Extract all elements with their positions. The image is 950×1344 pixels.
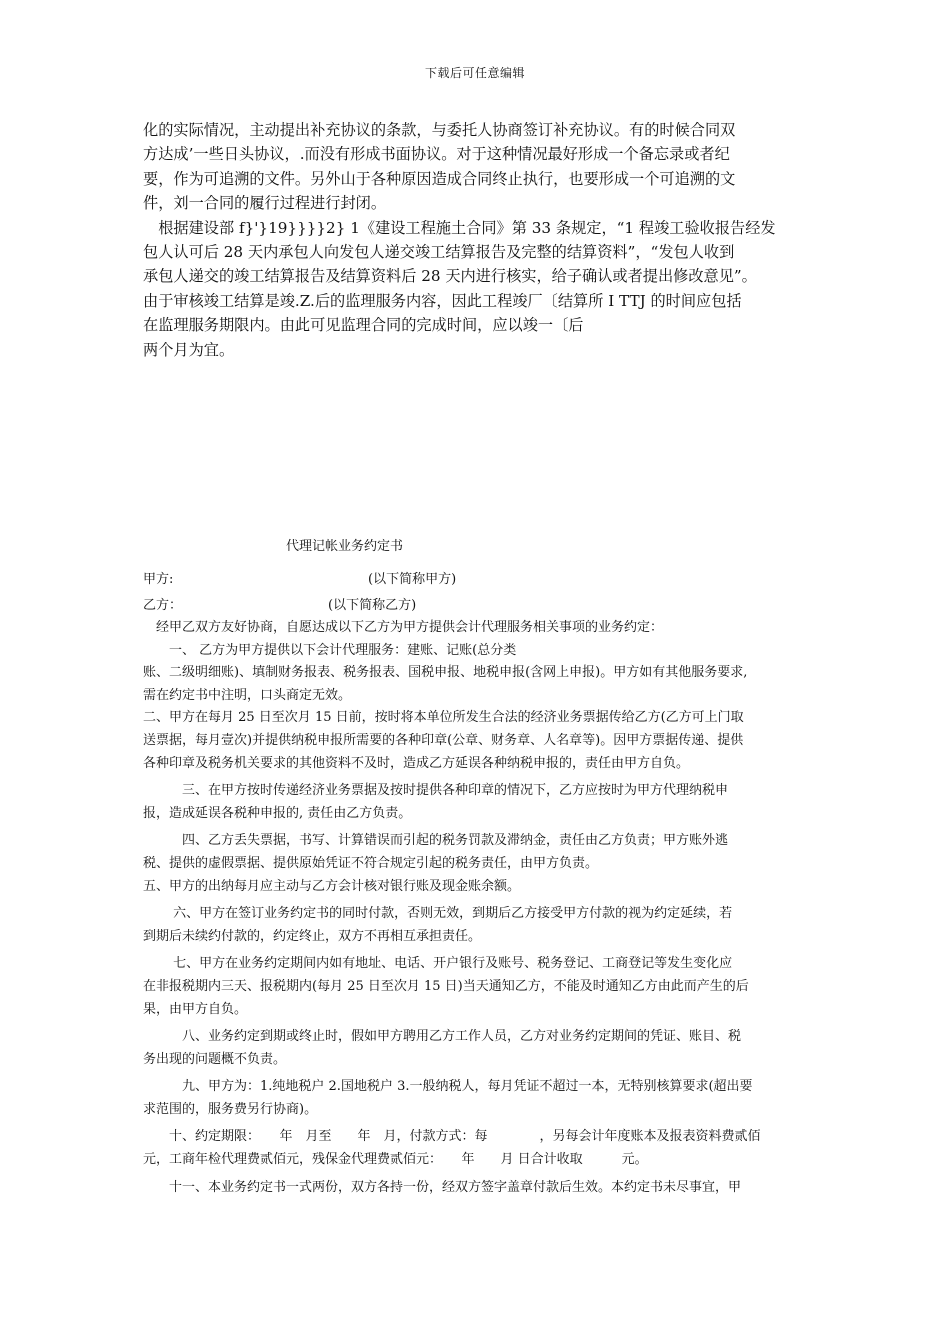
page-header: 下载后可任意编辑	[424, 66, 525, 80]
contract-text-line: 务出现的问题概不负责。	[143, 1051, 287, 1067]
contract-text-line: 一、 乙方为甲方提供以下会计代理服务：建账、记账(总分类	[143, 642, 517, 658]
contract-text-line: 果，由甲方自负。	[143, 1001, 248, 1017]
contract-text-line: 账、二级明细账)、填制财务报表、税务报表、国税申报、地税申报(含网上申报)。甲方如有其他服务要求,	[143, 665, 748, 681]
party-a-note: (以下简称甲方)	[368, 572, 457, 587]
upper-text-block	[143, 118, 811, 362]
contract-text-line: 送票据，每月壹次)并提供纳税申报所需要的各种印章(公章、财务章、人名章等)。因甲方票据传递、提供	[143, 732, 744, 748]
contract-text-line: 经甲乙双方友好协商，自愿达成以下乙方为甲方提供会计代理服务相关事项的业务约定：	[143, 620, 664, 635]
contract-text-line: 求范围的，服务费另行协商)。	[143, 1101, 318, 1117]
contract-title: 代理记帐业务约定书	[286, 539, 404, 554]
contract-text-line: 二、甲方在每月 25 日至次月 15 日前，按时将本单位所发生合法的经济业务票据传给乙方(乙方可上门取	[143, 710, 744, 726]
contract-text-line: 元，工商年检代理费贰佰元，残保金代理费贰佰元： 年 月 日合计收取 元。	[143, 1152, 648, 1168]
contract-body	[143, 617, 815, 1199]
contract-text-line: 八、业务约定到期或终止时，假如甲方聘用乙方工作人员，乙方对业务约定期间的凭证、账目、税	[143, 1029, 742, 1045]
upper-text-line: 根据建设部 f}'}19}}}}2} 1《建设工程施土合同》第 33 条规定，“1 程竣工验收报告经发	[143, 218, 776, 237]
contract-text-line: 十一、本业务约定书一式两份，双方各持一份，经双方签字盖章付款后生效。本约定书未尽事宜，甲	[143, 1179, 742, 1195]
party-b-note: (以下简称乙方)	[328, 598, 417, 613]
contract-text-line: 到期后未续约付款的，约定终止，双方不再相互承担责任。	[143, 928, 482, 944]
contract-text-line: 三、在甲方按时传递经济业务票据及按时提供各种印章的情况下，乙方应按时为甲方代理纳税申	[143, 783, 729, 799]
upper-text-line: 承包人递交的竣工结算报告及结算资料后 28 天内进行核实，给子确认或者提出修改意见”。	[143, 267, 757, 286]
upper-text-line: 方达成’一些日头协议，.而没有形成书面协议。对于这种情况最好形成一个备忘录或者纪	[143, 145, 730, 164]
upper-text-line: 两个月为宜。	[143, 340, 235, 359]
upper-text-line: 件，刘一合同的履行过程进行封闭。	[143, 194, 386, 213]
contract-text-line: 各种印章及税务机关要求的其他资料不及时，造成乙方延误各种纳税申报的，责任由甲方自负。	[143, 755, 690, 771]
contract-text-line: 税、提供的虚假票据、提供原始凭证不符合规定引起的税务责任，由甲方负责。	[143, 855, 599, 871]
contract-text-line: 九、甲方为：1.纯地税户 2.国地税户 3.一般纳税人，每月凭证不超过一本，无特别核算要求(超出要	[143, 1079, 753, 1095]
contract-text-line: 需在约定书中注明，口头商定无效。	[143, 687, 352, 703]
contract-text-line: 五、甲方的出纳每月应主动与乙方会计核对银行账及现金账余额。	[143, 878, 521, 894]
party-a-label: 甲方:	[143, 572, 174, 587]
contract-text-line: 报，造成延误各税种申报的, 责任由乙方负责。	[143, 805, 412, 821]
upper-text-line: 化的实际情况，主动提出补充协议的条款，与委托人协商签订补充协议。有的时候合同双	[143, 121, 736, 139]
contract-text-line: 七、甲方在业务约定期间内如有地址、电话、开户银行及账号、税务登记、工商登记等发生变化应	[143, 956, 733, 972]
upper-text-line: 在监理服务期限内。由此可见监理合同的完成时间，应以竣一〔后	[143, 316, 584, 335]
contract-text-line: 十、约定期限： 年 月至 年 月，付款方式：每 ，另每会计年度账本及报表资料费贰佰	[143, 1129, 761, 1145]
upper-text-line: 包人认可后 28 天内承包人向发包人递交竣工结算报告及完整的结算资料”，“发包人收到	[143, 242, 735, 261]
upper-text-line: 由于审核竣工结算是竣.Z.后的监理服务内容，因此工程竣厂〔结算所 I TTJ 的时间应包括	[143, 291, 742, 310]
contract-text-line: 四、乙方丢失票据，书写、计算错误而引起的税务罚款及滞纳金，责任由乙方负责；甲方账外逃	[143, 833, 729, 849]
contract-text-line: 六、甲方在签订业务约定书的同时付款，否则无效，到期后乙方接受甲方付款的视为约定延续，若	[143, 906, 733, 922]
upper-text-line: 要，作为可追溯的文件。另外山于各种原因造成合同终止执行，也要形成一个可追溯的文	[143, 169, 736, 188]
contract-text-line: 在非报税期内三天、报税期内(每月 25 日至次月 15 日)当天通知乙方，不能及时通知乙方由此而产生的后	[143, 978, 749, 994]
party-b-label: 乙方：	[143, 598, 183, 613]
